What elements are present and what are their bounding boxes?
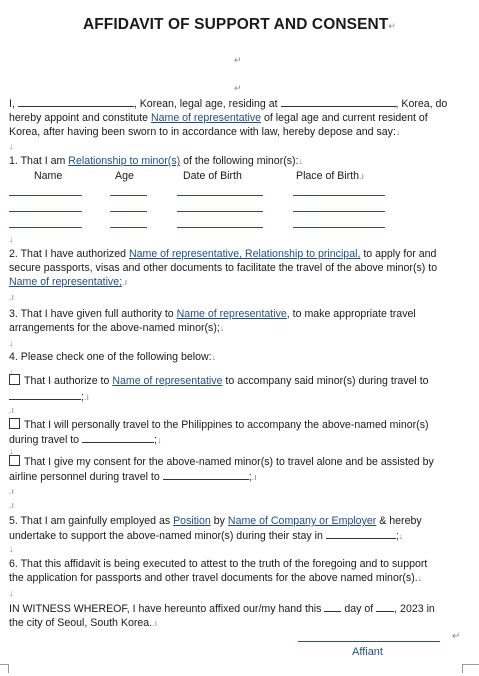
page-corner-mark <box>0 664 9 673</box>
representative-field[interactable]: Name of representative <box>176 308 287 320</box>
witness-line-1: IN WITNESS WHEREOF, I have hereunto affixed our/my hand this day of , 2023 in <box>9 603 435 615</box>
destination-blank[interactable] <box>82 432 154 443</box>
option-3-line-1: That I give my consent for the above-named minor(s) to travel alone and be assisted by <box>9 455 469 469</box>
intro-line-2: hereby appoint and constitute Name of representative of legal age and current resident of <box>9 112 428 124</box>
paragraph-mark: ↵ <box>234 55 242 65</box>
option-1-checkbox[interactable] <box>9 374 20 385</box>
minor-dob-line[interactable] <box>177 227 263 228</box>
line-break-mark: ↓ <box>9 141 14 151</box>
header-place: Place of Birth.ı <box>296 170 365 182</box>
minor-name-line[interactable] <box>9 227 82 228</box>
header-name: Name <box>34 170 63 182</box>
option-2-line-2: during travel to ;↓ <box>9 434 162 446</box>
item-2-line-3: Name of representative;.ı <box>9 276 128 288</box>
line-break-mark: ↓ <box>9 234 14 244</box>
option-2-line-1: That I will personally travel to the Philippines to accompany the above-named minor(s) <box>9 418 469 432</box>
relationship-field[interactable]: Relationship to minor(s) <box>68 155 181 167</box>
intro-line-1: I, , Korean, legal age, residing at , Korea, do <box>9 98 448 110</box>
witness-line-2: the city of Seoul, South Korea..ı <box>9 617 158 629</box>
minor-dob-line[interactable] <box>177 211 263 212</box>
paragraph-mark: .ı <box>9 500 15 510</box>
option-3-line-2: airline personnel during travel to ;.ı <box>9 471 257 483</box>
paragraph-mark: .ı <box>9 292 15 302</box>
paragraph-mark: ↵ <box>452 631 461 642</box>
month-blank[interactable] <box>376 601 394 612</box>
paragraph-mark: .ı <box>9 486 15 496</box>
item-3-line-1: 3. That I have given full authority to Name of representative, to make appropriate travel <box>9 308 416 320</box>
residence-blank[interactable] <box>281 96 396 107</box>
line-break-mark: ↓ <box>9 588 14 598</box>
affiant-label: Affiant <box>352 646 383 658</box>
minor-place-line[interactable] <box>293 211 385 212</box>
representative-field[interactable]: Name of representative <box>150 112 262 124</box>
intro-line-3: Korea, after having been sworn to in accordance with law, hereby depose and say:↓ <box>9 126 401 138</box>
item-2-line-2: secure passports, visas and other documents to facilitate the travel of the above minor(s) to <box>9 262 438 274</box>
page-corner-mark <box>462 664 479 673</box>
day-blank[interactable] <box>324 601 341 612</box>
item-5-line-2: undertake to support the above-named minor(s) during their stay in ;↓ <box>9 530 404 542</box>
item-2-line-1: 2. That I have authorized Name of representative, Relationship to principal, to apply for and <box>9 248 437 260</box>
header-dob: Date of Birth <box>183 170 242 182</box>
item-3-line-2: arrangements for the above-named minor(s);↓ <box>9 322 225 334</box>
paragraph-mark: ↵ <box>388 21 397 31</box>
minor-place-line[interactable] <box>293 227 385 228</box>
option-1-line-1: That I authorize to Name of representative to accompany said minor(s) during travel to <box>9 374 469 388</box>
header-age: Age <box>115 170 134 182</box>
signature-line[interactable] <box>298 641 440 642</box>
paragraph-mark: ↵ <box>234 83 242 93</box>
option-1-line-2: ;.ı <box>9 389 469 404</box>
title-text: AFFIDAVIT OF SUPPORT AND CONSENT <box>82 16 389 33</box>
minor-dob-line[interactable] <box>177 195 263 196</box>
option-3-checkbox[interactable] <box>9 455 20 466</box>
item-1: 1. That I am Relationship to minor(s) of the following minor(s):↓ <box>9 155 304 167</box>
option-2-checkbox[interactable] <box>9 418 20 429</box>
minor-age-line[interactable] <box>110 211 147 212</box>
line-break-mark: ↓ <box>9 338 14 348</box>
position-field[interactable]: Position <box>173 515 211 527</box>
stay-location-blank[interactable] <box>326 528 396 539</box>
minor-name-line[interactable] <box>9 195 82 196</box>
minor-place-line[interactable] <box>293 195 385 196</box>
paragraph-mark: .ı <box>9 405 15 415</box>
item-6-line-1: 6. That this affidavit is being executed to attest to the truth of the foregoing and to support <box>9 558 428 570</box>
item-4: 4. Please check one of the following below:↓ <box>9 351 217 363</box>
representative-field[interactable]: Name of representative <box>112 375 223 387</box>
name-blank[interactable] <box>18 96 134 107</box>
destination-blank[interactable] <box>163 469 249 480</box>
item-6-line-2: the application for passports and other travel documents for the above named minor(s).↓ <box>9 572 423 584</box>
line-break-mark: ↓ <box>9 544 14 554</box>
employer-field[interactable]: Name of Company or Employer <box>227 515 377 527</box>
line-break-mark: ↓ <box>9 367 14 377</box>
minor-age-line[interactable] <box>110 195 147 196</box>
minor-name-line[interactable] <box>9 211 82 212</box>
item-5-line-1: 5. That I am gainfully employed as Position by Name of Company or Employer & hereby <box>9 515 422 527</box>
minor-age-line[interactable] <box>110 227 147 228</box>
representative-field[interactable]: Name of representative; <box>9 276 123 288</box>
destination-blank[interactable] <box>9 389 81 400</box>
representative-relationship-field[interactable]: Name of representative, Relationship to principal, <box>128 248 361 260</box>
line-break-mark: ↓ <box>9 446 14 456</box>
document-title <box>0 16 479 34</box>
